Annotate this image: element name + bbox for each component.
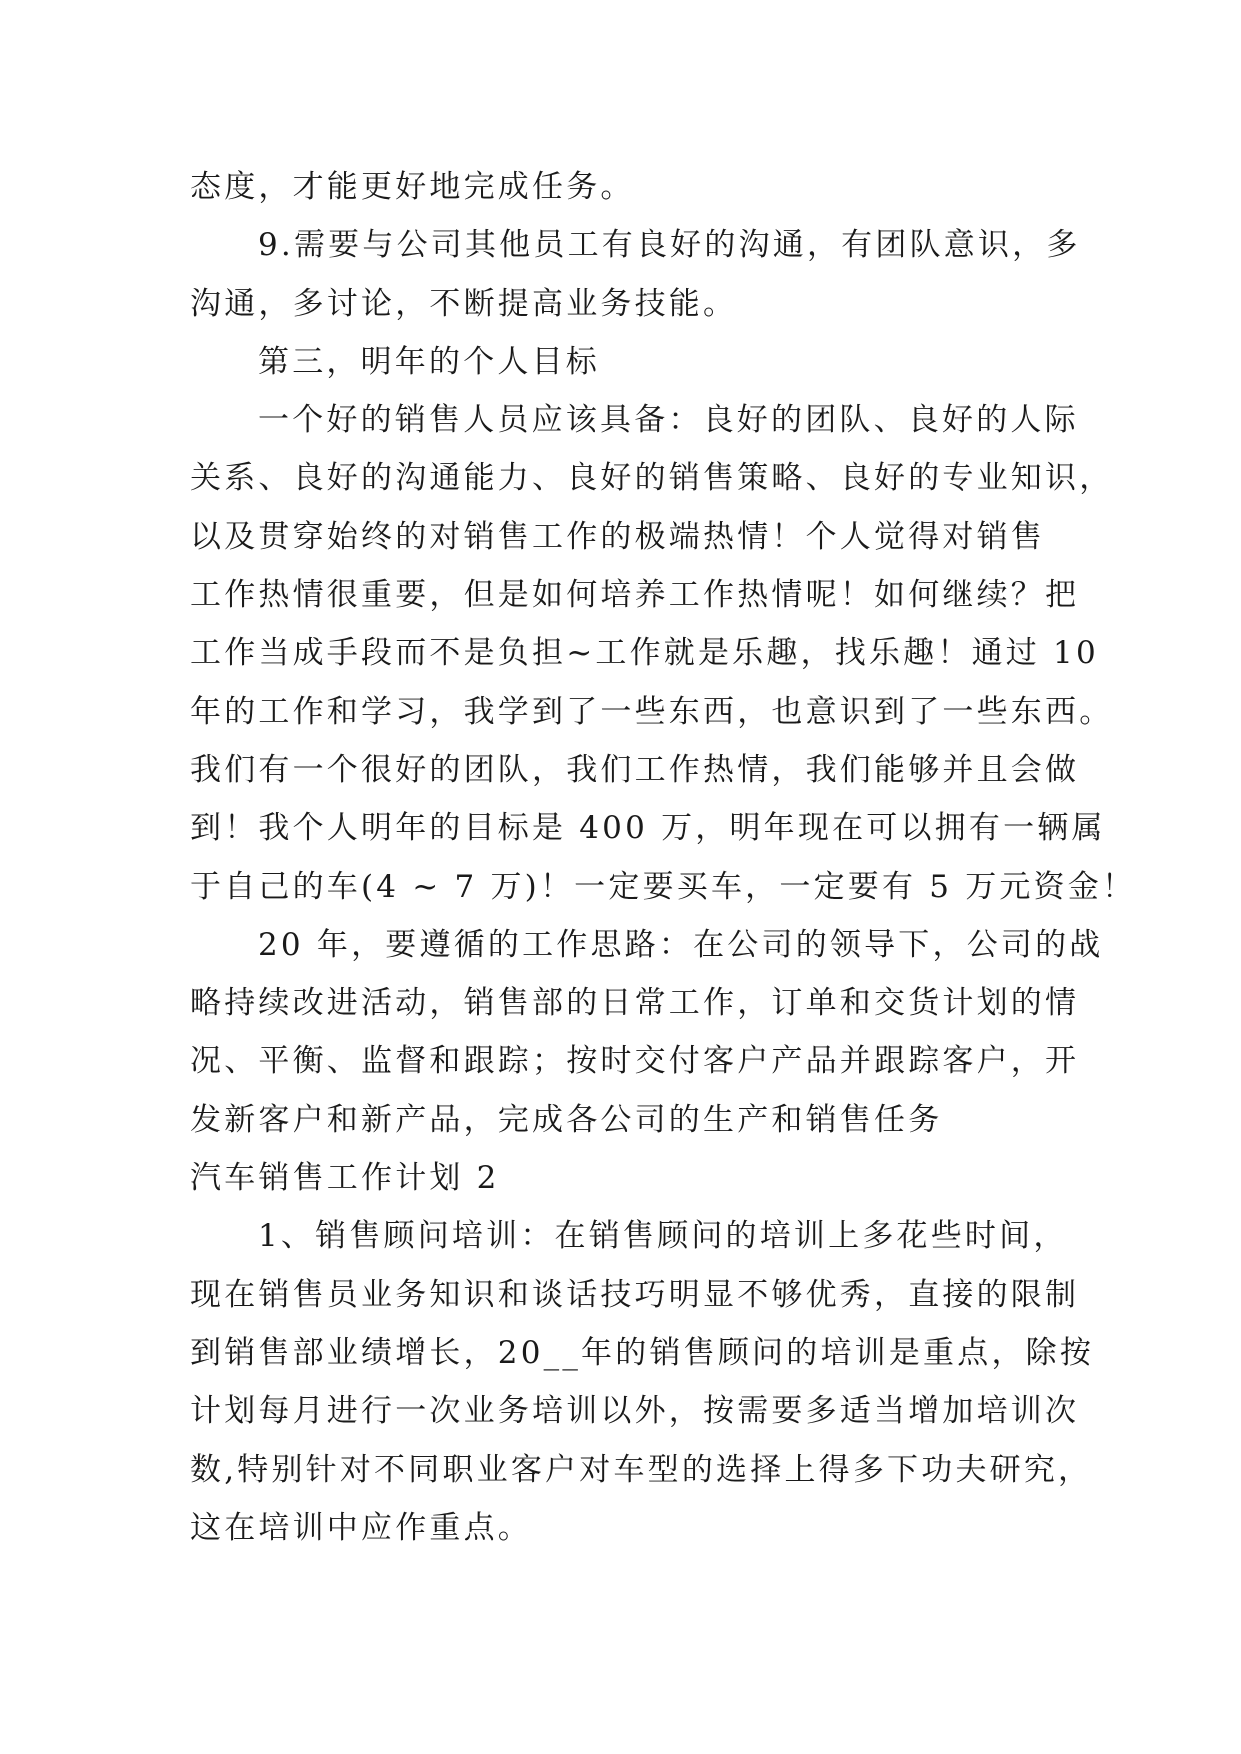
text-line: 工作当成手段而不是负担~工作就是乐趣，找乐趣！通过 10: [190, 635, 1099, 672]
text-line: 到销售部业绩增长，20__年的销售顾问的培训是重点，除按: [190, 1334, 1095, 1371]
text-line: 态度，才能更好地完成任务。: [190, 169, 635, 205]
document-subtitle: 汽车销售工作计划 2: [190, 1160, 500, 1197]
text-line: 到！我个人明年的目标是 400 万，明年现在可以拥有一辆属: [190, 810, 1106, 847]
section-heading: 第三，明年的个人目标: [258, 343, 600, 380]
document-body: [190, 158, 1137, 1557]
text-line: 20 年，要遵循的工作思路：在公司的领导下，公司的战: [258, 926, 1104, 963]
text-line: 关系、良好的沟通能力、良好的销售策略、良好的专业知识，: [190, 460, 1114, 497]
text-line: 略持续改进活动，销售部的日常工作，订单和交货计划的情: [190, 985, 1080, 1022]
text-line: 发新客户和新产品，完成各公司的生产和销售任务: [190, 1101, 943, 1138]
text-line: 这在培训中应作重点。: [190, 1509, 532, 1546]
text-line: 一个好的销售人员应该具备：良好的团队、良好的人际: [258, 402, 1079, 439]
text-line: 数,特别针对不同职业客户对车型的选择上得多下功夫研究，: [190, 1451, 1093, 1488]
text-line: 9.需要与公司其他员工有良好的沟通，有团队意识，多: [258, 227, 1081, 264]
text-line: 于自己的车(4 ~ 7 万)！一定要买车，一定要有 5 万元资金！: [190, 868, 1137, 905]
text-line: 1、销售顾问培训：在销售顾问的培训上多花些时间，: [258, 1218, 1068, 1255]
text-line: 沟通，多讨论，不断提高业务技能。: [190, 285, 738, 322]
text-line: 现在销售员业务知识和谈话技巧明显不够优秀，直接的限制: [190, 1276, 1080, 1313]
text-line: 计划每月进行一次业务培训以外，按需要多适当增加培训次: [190, 1393, 1080, 1430]
text-line: 年的工作和学习，我学到了一些东西，也意识到了一些东西。: [190, 693, 1114, 730]
text-line: 工作热情很重要，但是如何培养工作热情呢！如何继续？把: [190, 577, 1080, 614]
text-line: 我们有一个很好的团队，我们工作热情，我们能够并且会做: [190, 751, 1080, 788]
text-line: 以及贯穿始终的对销售工作的极端热情！个人觉得对销售: [190, 518, 1045, 555]
text-line: 况、平衡、监督和跟踪；按时交付客户产品并跟踪客户，开: [190, 1043, 1080, 1080]
